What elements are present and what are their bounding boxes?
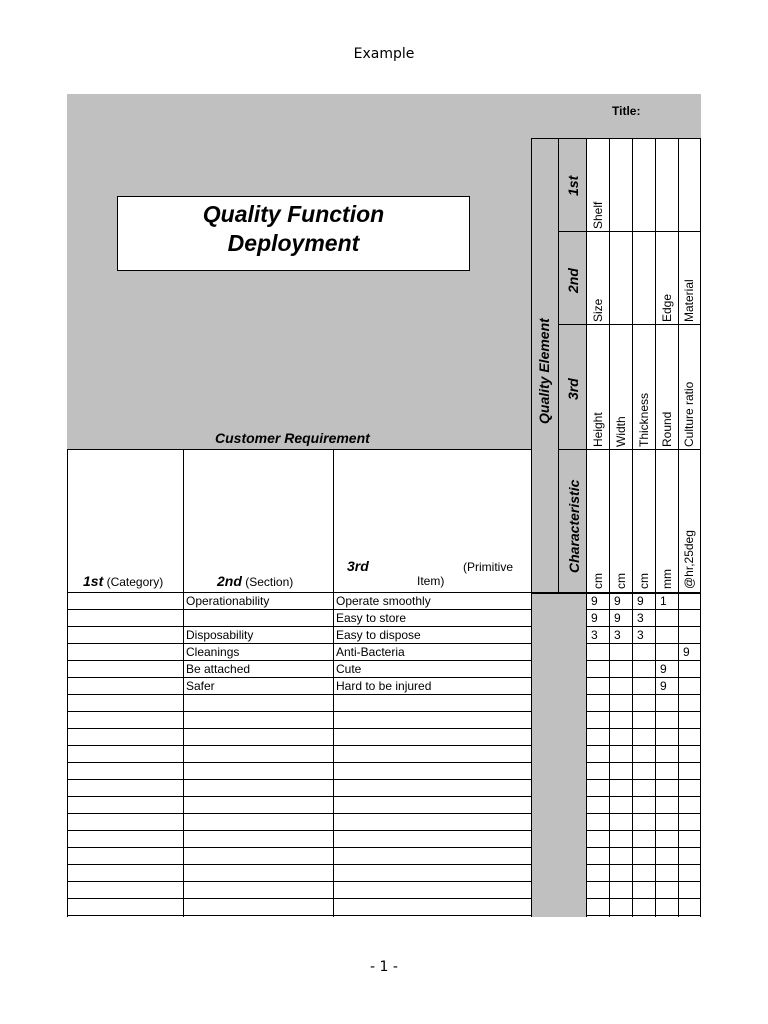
matrix-col-line [609, 138, 610, 917]
score-cell: 9 [660, 662, 667, 676]
col-unit-2: cm [614, 573, 628, 589]
col-third-round: Round [660, 411, 674, 447]
matrix-row-line [586, 745, 701, 746]
level1-note: (Category) [106, 575, 164, 589]
col-unit-5: @hr,25deg [682, 530, 696, 589]
req-row-line [67, 864, 531, 865]
matrix-row-line [586, 881, 701, 882]
row-item: Easy to dispose [336, 628, 421, 642]
col-second-material: Material [682, 279, 696, 322]
req-row-line [67, 881, 531, 882]
req-row-line [67, 796, 531, 797]
score-cell: 9 [591, 611, 598, 625]
score-cell: 9 [614, 611, 621, 625]
qe-border-left [531, 138, 532, 592]
req-row-line [67, 915, 531, 916]
col-second-size: Size [591, 298, 605, 322]
qe-top-line [531, 138, 701, 139]
col-third-width: Width [614, 416, 628, 447]
col-third-height: Height [591, 412, 605, 447]
matrix-row-line [586, 813, 701, 814]
col-unit-1: cm [591, 573, 605, 589]
row-section: Cleanings [186, 645, 240, 659]
req-row-line [67, 898, 531, 899]
col-third-culture-ratio: Culture ratio [682, 381, 696, 447]
customer-requirement-heading: Customer Requirement [215, 430, 370, 446]
qfd-title-line1: Quality Function [202, 201, 385, 227]
matrix-row-line [586, 660, 701, 661]
req-row-line [67, 626, 531, 627]
req-row-line [67, 643, 531, 644]
matrix-col-line [678, 138, 679, 917]
level3-label: 3rd [347, 558, 369, 574]
matrix-row-line [586, 711, 701, 712]
col-second-edge: Edge [660, 293, 674, 322]
level2-note: (Section) [245, 575, 294, 589]
level3-note-2: Item) [417, 574, 445, 588]
qe-level-3rd: 3rd [565, 378, 581, 400]
level3-header-label [347, 558, 369, 574]
quality-element-label: Quality Element [536, 318, 552, 424]
matrix-row-line [586, 728, 701, 729]
matrix-row-line [586, 796, 701, 797]
title-label: Title: [612, 104, 641, 118]
qe-1st-2nd-line [558, 231, 701, 232]
qe-level-1st: 1st [565, 175, 581, 196]
level1-label: 1st [83, 573, 104, 589]
col-unit-4: mm [660, 569, 674, 589]
req-row-line [67, 677, 531, 678]
score-cell: 1 [660, 594, 667, 608]
matrix-col-line [586, 138, 587, 917]
level2-label: 2nd [217, 573, 242, 589]
qe-2nd-3rd-line [558, 324, 701, 325]
matrix-row-line [586, 762, 701, 763]
score-cell: 9 [683, 645, 690, 659]
page-footer: - 1 - [370, 959, 398, 975]
col-first-shelf: Shelf [591, 201, 605, 229]
requirement-header-area [67, 449, 531, 592]
req-col-line [333, 449, 334, 917]
characteristic-label: Characteristic [566, 479, 582, 573]
score-cell: 9 [637, 594, 644, 608]
row-section: Safer [186, 679, 215, 693]
matrix-col-line [655, 138, 656, 917]
req-row-line [67, 660, 531, 661]
score-cell: 3 [614, 628, 621, 642]
matrix-row-line [586, 677, 701, 678]
req-row-line [67, 779, 531, 780]
row-section: Operationability [186, 594, 270, 608]
qe-level-2nd: 2nd [565, 268, 581, 293]
qe-level-divider [558, 138, 559, 592]
req-header-top-line [67, 449, 531, 450]
req-row-line [67, 813, 531, 814]
matrix-row-line [586, 694, 701, 695]
req-row-line [67, 728, 531, 729]
req-row-line [67, 592, 531, 593]
req-col-line [67, 449, 68, 917]
matrix-row-line [586, 847, 701, 848]
matrix-row-line [586, 779, 701, 780]
qfd-title-line2: Deployment [227, 230, 360, 256]
req-col-line [183, 449, 184, 917]
matrix-row-line [586, 830, 701, 831]
row-item: Operate smoothly [336, 594, 431, 608]
score-cell: 3 [637, 611, 644, 625]
score-cell: 3 [637, 628, 644, 642]
matrix-col-line [700, 138, 701, 917]
col-third-thickness: Thickness [637, 392, 651, 447]
qfd-title-box [117, 196, 470, 271]
row-item: Hard to be injured [336, 679, 432, 693]
level1-header [83, 573, 163, 589]
level3-note-1: (Primitive [463, 560, 513, 574]
page-header: Example [353, 46, 415, 62]
req-row-line [67, 745, 531, 746]
row-section: Disposability [186, 628, 254, 642]
qe-3rd-char-line [558, 449, 701, 450]
score-cell: 3 [591, 628, 598, 642]
req-row-line [67, 711, 531, 712]
matrix-row-line [586, 864, 701, 865]
matrix-row-line [586, 898, 701, 899]
req-row-line [67, 830, 531, 831]
req-row-line [67, 762, 531, 763]
level2-header [217, 573, 293, 589]
req-row-line [67, 609, 531, 610]
requirement-body-area [67, 592, 531, 917]
score-cell: 9 [660, 679, 667, 693]
row-item: Easy to store [336, 611, 407, 625]
matrix-col-line [632, 138, 633, 917]
req-row-line [67, 847, 531, 848]
row-section: Be attached [186, 662, 251, 676]
matrix-row-line [586, 915, 701, 916]
req-row-line [67, 694, 531, 695]
score-cell: 9 [591, 594, 598, 608]
row-item: Cute [336, 662, 362, 676]
row-item: Anti-Bacteria [336, 645, 405, 659]
col-unit-3: cm [637, 573, 651, 589]
score-cell: 9 [614, 594, 621, 608]
